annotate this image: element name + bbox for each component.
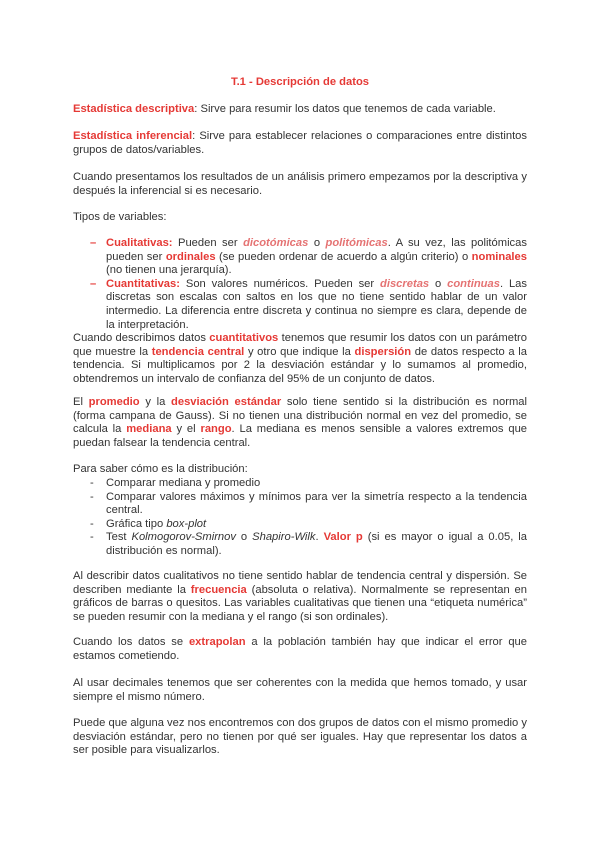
list-item <box>73 531 527 558</box>
term: Cuantitativas: <box>106 277 180 290</box>
keyword: cuantitativos <box>209 332 279 344</box>
text: . La mediana es menos sensible a valores extremos que puedan falsear la tendencia central. <box>73 423 528 449</box>
list-item-cualitativas <box>73 237 527 278</box>
term: Cualitativas: <box>106 237 173 249</box>
dash-bullet: - <box>90 517 94 530</box>
keyword: dispersión <box>354 345 412 358</box>
term-descriptive: Estadística descriptiva <box>73 103 195 115</box>
text: . Las discretas son escalas con saltos en los que no tiene sentido hablar de un valor intermedio. La diferencia entre discreta y continua no siempre es clara, depende de la interpretación. <box>106 277 527 331</box>
text: . A su vez, las politómicas pueden ser <box>106 237 527 263</box>
text: (no tienen una jerarquía). <box>106 264 232 277</box>
text: solo tiene sentido si la distribución es normal (forma campana de Gauss). Si no tienen una distribución normal en vez del promedio, se calcula la <box>73 396 527 436</box>
text: Comparar valores máximos y mínimos para ver la simetría respecto a la tendencia central. <box>106 490 527 517</box>
text: Cuando describimos datos <box>73 332 210 344</box>
keyword: discretas <box>380 277 430 290</box>
text: o <box>308 237 326 249</box>
text: Cuando los datos se <box>73 636 189 648</box>
text: box-plot <box>166 517 207 530</box>
paragraph-qualitative <box>73 570 527 624</box>
text: Son valores numéricos. Pueden ser <box>179 277 381 290</box>
dash-bullet: - <box>90 531 94 544</box>
text: (absoluta o relativa). Normalmente se representan en gráficos de barras o quesitos. Las variables cualitativas que tienen una “etiqueta numérica” se pueden resumir con la mediana y el rango (si son ordinales). <box>73 583 527 623</box>
paragraph-inferential <box>73 130 527 157</box>
page-title: T.1 - Descripción de datos <box>230 76 369 88</box>
paragraph-extrapolation <box>73 636 527 663</box>
distribution-list <box>73 477 527 559</box>
paragraph-variable-types: Tipos de variables: <box>73 211 167 223</box>
keyword: mediana <box>126 423 172 436</box>
keyword: continuas <box>447 277 500 290</box>
list-item-cuantitativas <box>73 278 527 332</box>
keyword: Valor p <box>323 531 363 544</box>
paragraph-groups: Puede que alguna vez nos encontremos con dos grupos de datos con el mismo promedio y desviación estándar, pero no tienen por qué ser iguales. Hay que representar los datos a ser posible para visualizarlos. <box>73 717 527 757</box>
text: : Sirve para establecer relaciones o comparaciones entre distintos grupos de datos/variables. <box>73 130 527 156</box>
paragraph-quantitative <box>73 332 527 386</box>
keyword: rango <box>200 423 232 436</box>
paragraph-descriptive <box>73 103 527 117</box>
text: (se pueden ordenar de acuerdo a algún criterio) o <box>215 250 472 263</box>
term-inferential: Estadística inferencial <box>73 130 193 142</box>
dash-bullet: – <box>90 237 97 249</box>
text: o <box>235 531 253 544</box>
text: Al describir datos cualitativos no tiene sentido hablar de tendencia central y dispersión. Se describen mediante la <box>73 570 527 596</box>
paragraph-results: Cuando presentamos los resultados de un análisis primero empezamos por la descriptiva y después la inferencial si es necesario. <box>73 171 527 197</box>
dash-bullet: - <box>90 490 94 503</box>
paragraph-distribution-intro: Para saber cómo es la distribución: <box>73 463 248 475</box>
keyword: ordinales <box>165 250 216 263</box>
text: (si es mayor o igual a 0.05, la distribución es normal). <box>106 531 527 557</box>
text: Pueden ser <box>172 237 244 249</box>
text: a la población también hay que indicar el error que estamos cometiendo. <box>73 636 527 662</box>
keyword: frecuencia <box>190 583 247 596</box>
text: Shapiro-Wilk <box>252 531 316 544</box>
keyword: politómicas <box>325 237 388 249</box>
text: : Sirve para resumir los datos que tenemos de cada variable. <box>194 103 496 115</box>
text: o <box>429 277 448 290</box>
text: y otro que indique la <box>244 345 355 358</box>
variable-types-list <box>73 237 527 332</box>
keyword: desviación estándar <box>171 396 282 408</box>
text: y el <box>171 423 201 436</box>
text: Kolmogorov-Smirnov <box>131 531 236 544</box>
keyword: extrapolan <box>188 636 246 648</box>
keyword: dicotómicas <box>243 237 309 249</box>
list-item <box>73 491 527 518</box>
keyword: promedio <box>88 396 140 408</box>
paragraph-normal-distribution <box>73 396 527 450</box>
text: Test <box>106 531 132 544</box>
text: tenemos que resumir los datos con un parámetro que muestre la <box>73 332 527 358</box>
text: Gráfica tipo <box>106 517 167 530</box>
dash-bullet: – <box>90 277 97 290</box>
text: El <box>73 396 89 408</box>
text: y la <box>139 396 172 408</box>
list-item <box>73 518 527 532</box>
keyword: nominales <box>471 250 527 263</box>
keyword: tendencia central <box>151 345 245 358</box>
text: Comparar mediana y promedio <box>106 477 261 489</box>
list-item <box>73 477 527 491</box>
paragraph-decimals: Al usar decimales tenemos que ser coherentes con la medida que hemos tomado, y usar siempre el mismo número. <box>73 677 527 703</box>
text: . <box>315 531 324 544</box>
dash-bullet: - <box>90 477 94 489</box>
text: de datos respecto a la tendencia. Si multiplicamos por 2 la desviación estándar y lo sumamos al promedio, obtendremos un intervalo de confianza del 95% de un conjunto de datos. <box>73 345 527 385</box>
